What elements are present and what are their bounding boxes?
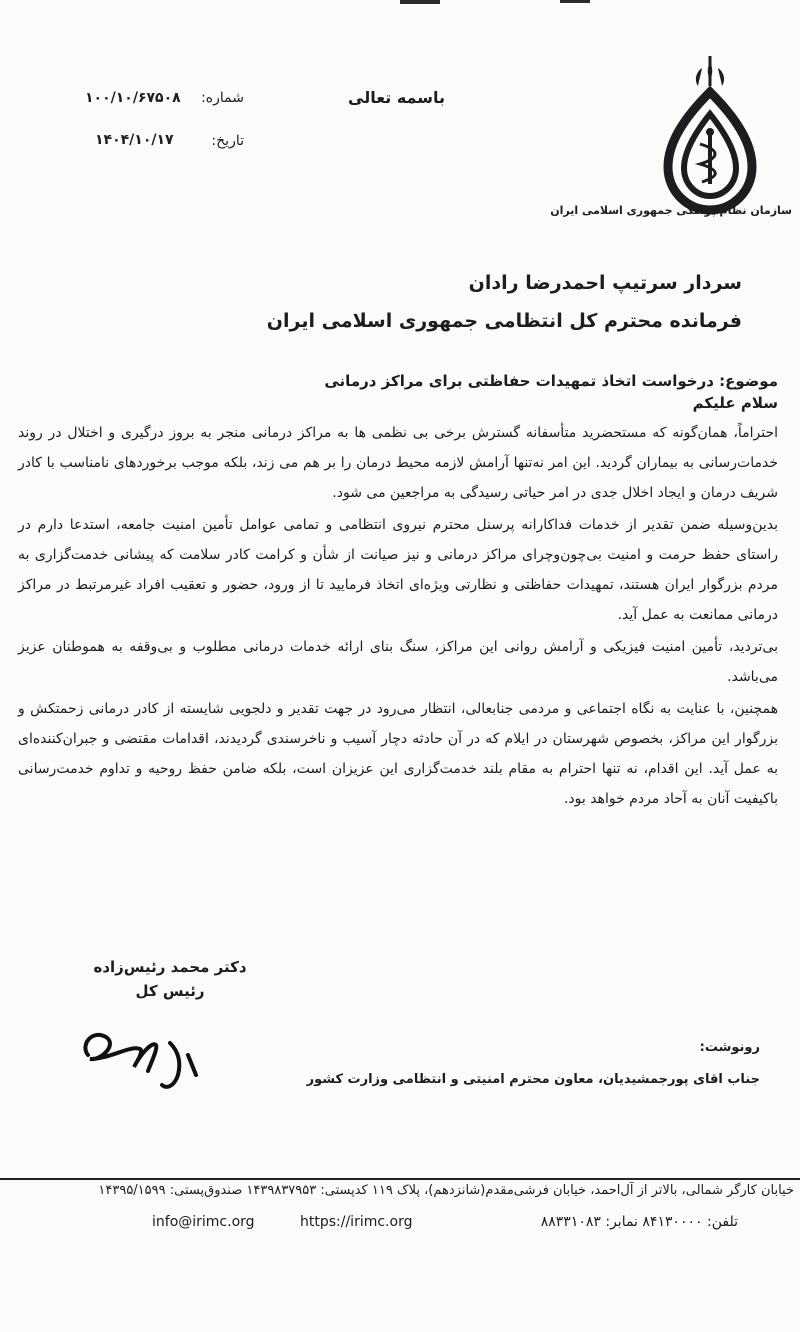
letter-date: ۱۴۰۴/۱۰/۱۷ — [95, 132, 174, 148]
paragraph: بدین‌وسیله ضمن تقدیر از خدمات فداکارانه پرسنل محترم نیروی انتظامی و تمامی عوامل تأمین امنیت جامعه، استدعا دارم در راستای حفظ حرمت و امنیت بی‌چون‌وچرای مراکز درمانی و نیز صیانت از شأن و کرامت کادر سلامت که پیشانی خدمت‌گزاری به مردم بزرگوار ایران هستند، تمهیدات حفاظتی و نظارتی ویژه‌ای اتخاذ فرمایید تا از ورود، حضور و تعقیب افراد غیرمرتبط در مراکز درمانی ممانعت به عمل آید. — [18, 517, 778, 623]
paragraph: همچنین، با عنایت به نگاه اجتماعی و مردمی جنابعالی، انتظار می‌رود در جهت تقدیر و دلجویی شایسته از کادر درمانی زحمتکش و بزرگوار این مراکز، بخصوص شهرستان در ایلام که در آن حادثه دچار آسیب و ناخرسندی گردیدند، اقدامات مقتضی و جبران‌کننده‌ای به عمل آید. این اقدام، نه تنها احترام به مقام بلند خدمت‌گزاری این عزیزان است، بلکه ضامن حفظ روحیه و تداوم خدمت‌رسانی باکیفیت آنان به آحاد مردم خواهد بود. — [18, 701, 778, 807]
scan-mark — [400, 0, 440, 4]
signatory-block — [90, 958, 250, 1000]
signatory-title: رئیس کل — [135, 982, 205, 1000]
footer-phone: تلفن: ۸۴۱۳۰۰۰۰ نمابر: ۸۸۳۳۱۰۸۳ — [540, 1214, 738, 1230]
letter-body — [18, 372, 778, 816]
letter-number: ۱۰۰/۱۰/۶۷۵۰۸ — [85, 90, 181, 106]
footer-email[interactable]: info@irimc.org — [152, 1214, 255, 1230]
addressee-title: فرمانده محترم کل انتظامی جمهوری اسلامی ایران — [266, 310, 742, 332]
cc-label: رونوشت: — [699, 1040, 760, 1055]
addressee-name: سردار سرتیپ احمدرضا رادان — [468, 272, 742, 294]
org-name: سازمان نظام پزشکی جمهوری اسلامی ایران — [550, 204, 792, 217]
number-label: شماره: — [201, 90, 244, 106]
paragraph: بی‌تردید، تأمین امنیت فیزیکی و آرامش روانی این مراکز، سنگ بنای ارائه خدمات درمانی مطلوب و بی‌وقفه به هموطنان عزیز می‌باشد. — [18, 639, 778, 685]
letter-greeting: سلام علیکم — [692, 394, 778, 412]
footer-website[interactable]: https://irimc.org — [300, 1214, 413, 1230]
handwritten-signature — [70, 1015, 210, 1095]
signatory-name: دکتر محمد رئیس‌زاده — [93, 958, 247, 976]
paragraph: احتراماً، همان‌گونه که مستحضرید متأسفانه گسترش برخی بی نظمی ها به مراکز درمانی منجر به بروز درگیری و اختلال در روند خدمات‌رسانی به بیماران گردید. این امر نه‌تنها آرامش لازمه محیط درمان را بر هم می زند، بلکه موجب برخوردهای نامناسب با کادر شریف درمان و ایجاد اخلال جدی در امر حیاتی رسیدگی به مراجعین می شود. — [18, 425, 778, 501]
footer-divider — [0, 1178, 800, 1180]
basmala: باسمه تعالی — [348, 88, 445, 107]
letter-subject: موضوع: درخواست اتخاذ تمهیدات حفاظتی برای مراکز درمانی — [324, 372, 778, 390]
scan-mark — [560, 0, 590, 3]
footer-address: خیابان کارگر شمالی، بالاتر از آل‌احمد، خیابان فرشی‌مقدم(شانزدهم)، پلاک ۱۱۹ کدپستی: ۱۴۳۹۸۳۷۹۵۳ صندوق‌پستی: ۱۴۳۹۵/۱۵۹۹ — [98, 1183, 794, 1198]
date-label: تاریخ: — [211, 133, 244, 149]
cc-recipient: جناب اقای پورجمشیدیان، معاون محترم امنیتی و انتظامی وزارت کشور — [306, 1072, 760, 1087]
